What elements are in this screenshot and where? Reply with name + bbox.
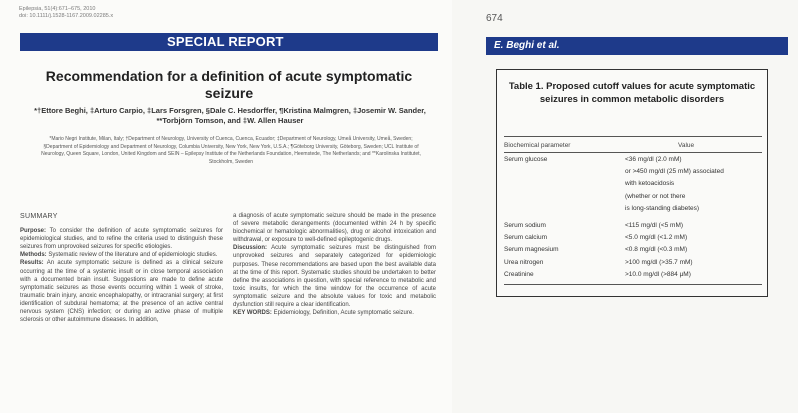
summary-continuation: a diagnosis of acute symptomatic seizure should be made in the presence of severe metabolic derangements (documented within 24 h by specific biochemical or hematologic abnormalities), drug or alcohol intoxication and withdrawal, or exposure to well-defined epileptogenic drugs. [233,213,436,244]
keywords-text: Epidemiology, Definition, Acute symptomatic seizure. [273,310,414,317]
row-parameter: Serum magnesium [504,246,559,253]
discussion-text: Acute symptomatic seizures must be distinguished from unprovoked seizures and separately categorized for epidemiologic purposes. These recommendations are based upon the best available data at the time of this report. Systematic studies should be undertaken to better define the associations in question, with special reference to metabolic and toxic insults, for which the time window for the occurrence of acute symptomatic seizure and the absolute values for toxic and metabolic dysfunction still require a clear identification. [233,245,436,309]
summary-keywords [233,309,436,317]
row-value: <36 mg/dl (2.0 mM) [625,156,682,163]
discussion-label: Discussion: [233,245,268,252]
table-bottom-rule [504,284,762,285]
author-list: *†Ettore Beghi, ‡Arturo Carpio, ‡Lars Forsgren, §Dale C. Hesdorffer, ¶Kristina Malmgren, ‡Josemir W. Sander, **Torbjörn Tomson, and ‡W. Allen Hauser [34,106,426,125]
row-value: <0.8 mg/dl (<0.3 mM) [625,246,688,253]
methods-text: Systematic review of the literature and of epidemiologic studies. [48,252,218,259]
affiliations: *Mario Negri Institute, Milan, Italy; †Department of Neurology, University of Cuenca, Cuenca, Ecuador; ‡Department of Neurology, Umeå University, Umeå, Sweden; §Department of Epidemiology and Department of Neurology, Columbia University, New York, New York, U.S.A.; ¶Göteborg University, Göteborg, Sweden; UCL Institute of Neurology, Queen Square, London, United Kingdom and SEIN – Epilepsy Institute of the Netherlands Foundation, Heemstede, The Netherlands; and **Karolinska Institutet, Stockholm, Sweden [41,136,421,165]
row-value: <115 mg/dl (<5 mM) [625,222,684,229]
row-parameter: Urea nitrogen [504,259,544,266]
summary-discussion [233,244,436,309]
col-header-value: Value [678,142,695,149]
summary-heading: SUMMARY [20,213,58,220]
table-header-rule [504,152,762,153]
row-parameter: Creatinine [504,271,534,278]
row-value: or >450 mg/dl (25 mM) associated [625,168,724,175]
purpose-text: To consider the definition of acute symptomatic seizures for epidemiological studies, and to refine the criteria used to distinguish these seizures from unprovoked seizures for specific etiologies. [20,228,223,251]
purpose-label: Purpose: [20,228,47,235]
table-title: Table 1. Proposed cutoff values for acute symptomatic seizures in common metabolic disorders [508,81,756,105]
summary-column-left [20,213,223,324]
row-value: <5.0 mg/dl (<1.2 mM) [625,234,688,241]
summary-results [20,259,223,324]
table-1-box [496,69,768,297]
row-value: >10.0 mg/dl (>884 μM) [625,271,691,278]
row-parameter: Serum sodium [504,222,546,229]
row-value: >100 mg/dl (>35.7 mM) [625,259,693,266]
journal-doi: doi: 10.1111/j.1528-1167.2009.02285.x [19,13,114,19]
methods-label: Methods: [20,252,47,259]
results-text: An acute symptomatic seizure is defined as a clinical seizure occurring at the time of a systemic insult or in close temporal association with a documented brain insult. Suggestions are made to define acute symptomatic seizures as those events occurring within 1 week of stroke, traumatic brain injury, anoxic encephalopathy, or intracranial surgery; at first identification of subdural hematoma; at the presence of an active central nervous system (CNS) infection; or during an active phase of multiple sclerosis or other autoimmune diseases. In addition, [20,260,223,324]
row-value: (whether or not there [625,193,686,200]
journal-citation: Epilepsia, 51(4):671–675, 2010 [19,6,96,12]
keywords-label: KEY WORDS: [233,310,272,317]
row-parameter: Serum glucose [504,156,548,163]
summary-purpose [20,227,223,251]
results-label: Results: [20,260,44,267]
col-header-parameter: Biochemical parameter [504,142,571,149]
table-top-rule [504,136,762,137]
page-number: 674 [486,13,503,24]
running-head-banner: E. Beghi et al. [486,37,788,55]
row-parameter: Serum calcium [504,234,547,241]
article-title: Recommendation for a definition of acute symptomatic seizure [45,68,413,101]
summary-methods [20,251,223,259]
row-value: with ketoacidosis [625,180,675,187]
summary-column-right [233,212,436,317]
special-report-banner: SPECIAL REPORT [20,33,438,51]
row-value: is long-standing diabetes) [625,205,700,212]
